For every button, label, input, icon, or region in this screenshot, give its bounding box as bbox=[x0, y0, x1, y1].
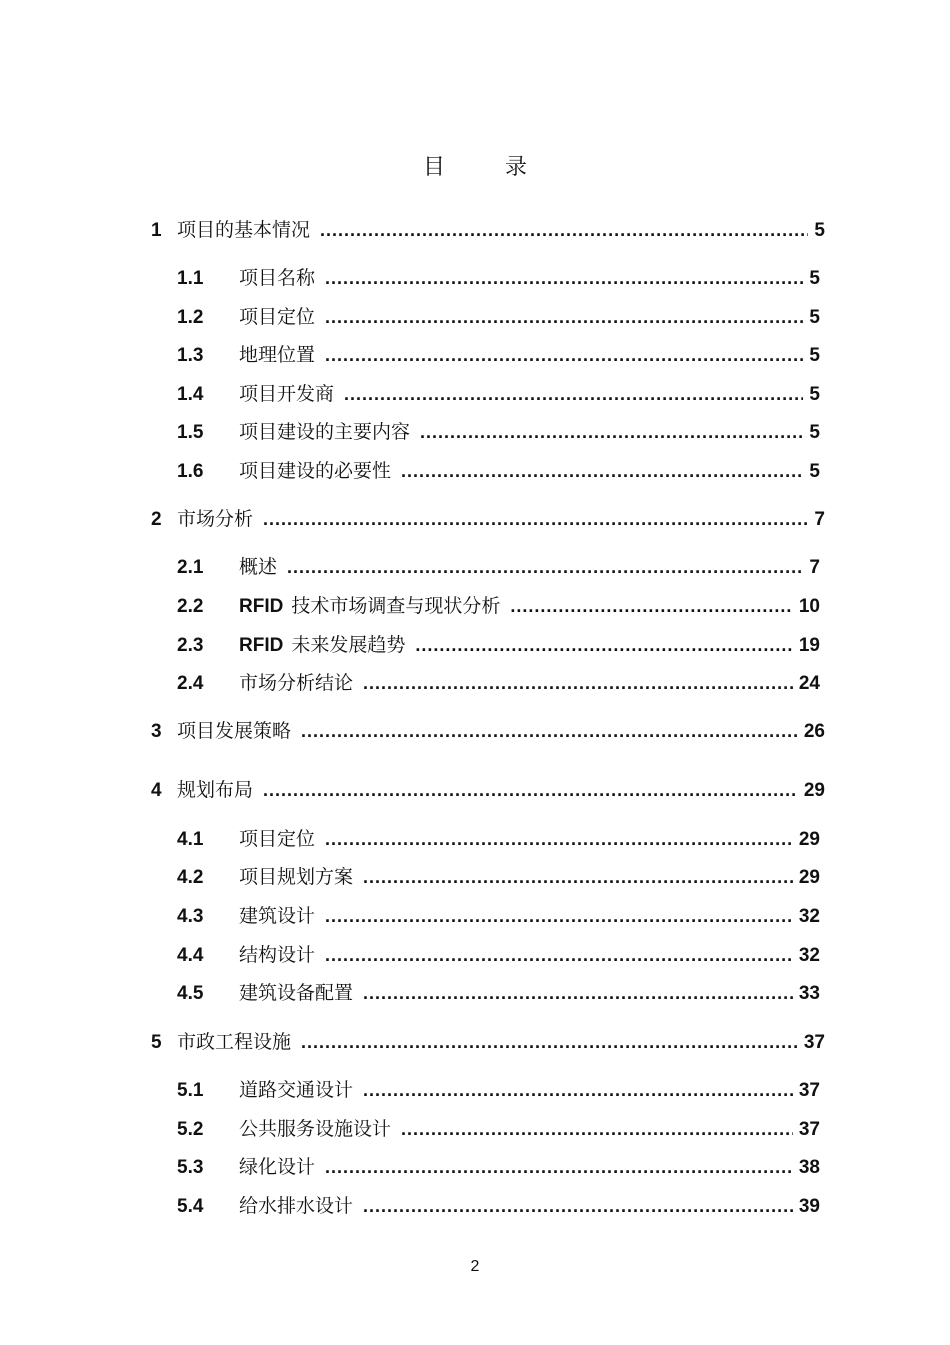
toc-entry-label: 项目的基本情况 bbox=[177, 219, 311, 241]
toc-entry[interactable] bbox=[151, 716, 825, 744]
toc-entry-number: 1.6 bbox=[177, 461, 204, 482]
toc-entry-page: 5 bbox=[809, 345, 820, 366]
toc-entry[interactable] bbox=[177, 901, 820, 929]
toc-leader-dots bbox=[363, 983, 793, 1004]
toc-leader-dots bbox=[415, 635, 793, 656]
toc-entry-page: 38 bbox=[798, 1157, 820, 1178]
toc-entry-label: 结构设计 bbox=[239, 944, 316, 966]
toc-entry-number: 4.1 bbox=[177, 829, 204, 850]
toc-entry-label: 建筑设计 bbox=[239, 905, 316, 927]
toc-entry-page: 7 bbox=[809, 557, 820, 578]
toc-leader-dots bbox=[325, 1157, 793, 1178]
toc-entry-number: 5.4 bbox=[177, 1196, 204, 1217]
toc-entry-page: 37 bbox=[803, 1032, 825, 1053]
toc-entry-page: 5 bbox=[809, 268, 820, 289]
toc-leader-dots bbox=[325, 906, 793, 927]
toc-leader-dots bbox=[287, 557, 803, 578]
toc-leader-dots bbox=[320, 220, 808, 241]
toc-entry-number: 1 bbox=[151, 220, 162, 241]
page-number: 2 bbox=[470, 1258, 480, 1275]
toc-entry[interactable] bbox=[177, 940, 820, 968]
toc-entry-label: 项目名称 bbox=[239, 267, 316, 289]
toc-entry-page: 37 bbox=[798, 1080, 820, 1101]
toc-entry[interactable] bbox=[177, 417, 820, 445]
toc-entry[interactable] bbox=[177, 978, 820, 1006]
toc-entry-page: 29 bbox=[803, 780, 825, 801]
toc-entry[interactable] bbox=[151, 504, 825, 532]
toc-entry-label: 给水排水设计 bbox=[239, 1195, 354, 1217]
toc-entry[interactable] bbox=[177, 862, 820, 890]
toc-entry-page: 5 bbox=[809, 461, 820, 482]
toc-entry-number: 2.2 bbox=[177, 596, 204, 617]
toc-entry-page: 29 bbox=[798, 867, 820, 888]
toc-entry-label: 地理位置 bbox=[239, 344, 316, 366]
toc-leader-dots bbox=[325, 829, 793, 850]
toc-entry-page: 37 bbox=[798, 1119, 820, 1140]
toc-entry-label: 市政工程设施 bbox=[177, 1031, 292, 1053]
toc-leader-dots bbox=[510, 596, 793, 617]
toc-entry-number: 2.3 bbox=[177, 635, 204, 656]
toc-entry-number: 5.1 bbox=[177, 1080, 204, 1101]
toc-entry[interactable] bbox=[177, 379, 820, 407]
toc-entry[interactable] bbox=[151, 215, 825, 243]
toc-entry[interactable] bbox=[177, 668, 820, 696]
toc-entry[interactable] bbox=[177, 552, 820, 580]
toc-entry-label: 市场分析 bbox=[177, 508, 254, 530]
toc-leader-dots bbox=[401, 461, 803, 482]
toc-entry-label bbox=[239, 591, 500, 618]
toc-entry-number: 5.2 bbox=[177, 1119, 204, 1140]
toc-entry-label: 项目发展策略 bbox=[177, 720, 292, 742]
toc-entry-page: 5 bbox=[814, 220, 825, 241]
toc-entry-label: 建筑设备配置 bbox=[239, 982, 354, 1004]
toc-entry-page: 19 bbox=[798, 635, 820, 656]
toc-entry-page: 32 bbox=[798, 906, 820, 927]
toc-leader-dots bbox=[301, 1032, 798, 1053]
toc-entry-label: 市场分析结论 bbox=[239, 672, 354, 694]
toc-title bbox=[0, 150, 950, 181]
toc-leader-dots bbox=[344, 384, 803, 405]
toc-entry[interactable] bbox=[177, 340, 820, 368]
toc-entry-label: 规划布局 bbox=[177, 779, 254, 801]
toc-entry-page: 39 bbox=[798, 1196, 820, 1217]
toc-entry-label: 项目开发商 bbox=[239, 383, 335, 405]
toc-entry[interactable] bbox=[177, 1191, 820, 1219]
toc-leader-dots bbox=[363, 867, 793, 888]
toc-entry-label: 概述 bbox=[239, 556, 278, 578]
toc-entry[interactable] bbox=[177, 591, 820, 619]
toc-entry-label: 道路交通设计 bbox=[239, 1079, 354, 1101]
toc-entry-page: 5 bbox=[809, 422, 820, 443]
toc-entry-label: 绿化设计 bbox=[239, 1156, 316, 1178]
toc-entry-number: 2.4 bbox=[177, 673, 204, 694]
toc-entry-page: 7 bbox=[814, 509, 825, 530]
toc-entry-label: 项目定位 bbox=[239, 306, 316, 328]
toc-leader-dots bbox=[325, 345, 803, 366]
toc-entry-page: 24 bbox=[798, 673, 820, 694]
toc-entry-number: 1.5 bbox=[177, 422, 204, 443]
toc-entry-number: 4.2 bbox=[177, 867, 204, 888]
toc-entry[interactable] bbox=[177, 263, 820, 291]
toc-leader-dots bbox=[363, 1196, 793, 1217]
toc-entry-number: 5.3 bbox=[177, 1157, 204, 1178]
toc-leader-dots bbox=[363, 673, 793, 694]
toc-entry-page: 32 bbox=[798, 945, 820, 966]
toc-entry-label-text: 未来发展趋势 bbox=[291, 634, 406, 656]
toc-entry-page: 26 bbox=[803, 721, 825, 742]
toc-entry[interactable] bbox=[151, 775, 825, 803]
toc-leader-dots bbox=[325, 945, 793, 966]
toc-leader-dots bbox=[401, 1119, 793, 1140]
toc-entry-number: 1.1 bbox=[177, 268, 204, 289]
toc-leader-dots bbox=[263, 780, 798, 801]
toc-leader-dots bbox=[363, 1080, 793, 1101]
toc-entry-page: 10 bbox=[798, 596, 820, 617]
toc-entry[interactable] bbox=[177, 456, 820, 484]
toc-entry-label: 项目建设的必要性 bbox=[239, 460, 392, 482]
toc-entry-number: 4.4 bbox=[177, 945, 204, 966]
toc-entry-number: 1.4 bbox=[177, 384, 204, 405]
toc-entry-prefix: RFID bbox=[239, 596, 284, 617]
toc-entry-label-text: 技术市场调查与现状分析 bbox=[291, 595, 501, 617]
toc-entry[interactable] bbox=[177, 1152, 820, 1180]
toc-entry-number: 4.3 bbox=[177, 906, 204, 927]
toc-entry[interactable] bbox=[151, 1027, 825, 1055]
toc-entry[interactable] bbox=[177, 1114, 820, 1142]
toc-entry-number: 5 bbox=[151, 1032, 162, 1053]
toc-leader-dots bbox=[325, 268, 803, 289]
toc-entry-label bbox=[239, 630, 405, 657]
toc-leader-dots bbox=[420, 422, 803, 443]
toc-entry-label: 项目规划方案 bbox=[239, 866, 354, 888]
toc-entry-page: 33 bbox=[798, 983, 820, 1004]
toc-entry-label: 项目定位 bbox=[239, 828, 316, 850]
toc-entry-number: 3 bbox=[151, 721, 162, 742]
toc-title-char-1: 目 bbox=[422, 155, 445, 180]
toc-entry-number: 4 bbox=[151, 780, 162, 801]
toc-entry-page: 5 bbox=[809, 307, 820, 328]
toc-entry[interactable] bbox=[177, 630, 820, 658]
toc-entry[interactable] bbox=[177, 1075, 820, 1103]
toc-leader-dots bbox=[325, 307, 803, 328]
toc-title-char-2: 录 bbox=[505, 155, 528, 180]
toc-entry-prefix: RFID bbox=[239, 635, 284, 656]
toc-leader-dots bbox=[301, 721, 798, 742]
toc-entry-number: 2 bbox=[151, 509, 162, 530]
toc-entry-label: 项目建设的主要内容 bbox=[239, 421, 411, 443]
toc-entry-number: 1.2 bbox=[177, 307, 204, 328]
toc-entry[interactable] bbox=[177, 824, 820, 852]
toc-leader-dots bbox=[263, 509, 808, 530]
toc-entry-number: 1.3 bbox=[177, 345, 204, 366]
toc-entry-number: 2.1 bbox=[177, 557, 204, 578]
toc-entry-page: 29 bbox=[798, 829, 820, 850]
toc-entry-page: 5 bbox=[809, 384, 820, 405]
toc-entry[interactable] bbox=[177, 302, 820, 330]
toc-entry-label: 公共服务设施设计 bbox=[239, 1118, 392, 1140]
toc-entry-number: 4.5 bbox=[177, 983, 204, 1004]
